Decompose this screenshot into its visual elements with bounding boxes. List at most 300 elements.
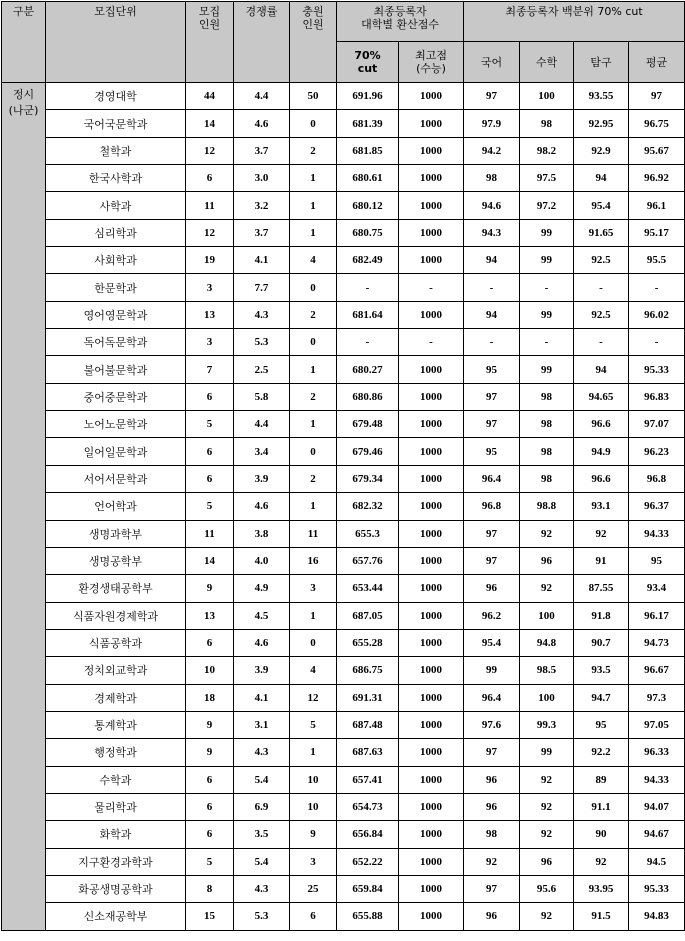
cell-quota: 44 <box>186 83 234 110</box>
cell-cut70: 657.41 <box>337 766 399 793</box>
cell-average: 95.33 <box>629 875 685 902</box>
cell-math: 92 <box>520 903 574 930</box>
cell-average: - <box>629 329 685 356</box>
cell-competition: 3.1 <box>234 711 290 738</box>
cell-inquiry: 92.5 <box>574 301 629 328</box>
cell-cut70: 680.75 <box>337 219 399 246</box>
cell-max: 1000 <box>399 684 464 711</box>
cell-unit: 통계학과 <box>46 711 186 738</box>
cell-inquiry: 94.7 <box>574 684 629 711</box>
cell-extra: 1 <box>290 192 337 219</box>
cell-quota: 9 <box>186 739 234 766</box>
cell-inquiry: 93.95 <box>574 875 629 902</box>
table-row <box>2 356 685 383</box>
header-korean: 국어 <box>464 42 520 83</box>
table-row <box>2 493 685 520</box>
cell-math: 99 <box>520 739 574 766</box>
cell-quota: 5 <box>186 411 234 438</box>
cell-korean: 99 <box>464 657 520 684</box>
cell-average: 94.73 <box>629 629 685 656</box>
cell-max: 1000 <box>399 766 464 793</box>
header-unit: 모집단위 <box>46 2 186 83</box>
table-row <box>2 247 685 274</box>
cell-extra: 1 <box>290 493 337 520</box>
cell-inquiry: 91.8 <box>574 602 629 629</box>
cell-cut70: 682.32 <box>337 493 399 520</box>
cell-quota: 5 <box>186 848 234 875</box>
cell-competition: 4.4 <box>234 411 290 438</box>
cell-max: 1000 <box>399 137 464 164</box>
cell-cut70: 655.3 <box>337 520 399 547</box>
cell-cut70: 655.88 <box>337 903 399 930</box>
cell-max: 1000 <box>399 821 464 848</box>
cell-max: 1000 <box>399 219 464 246</box>
cell-extra: 11 <box>290 520 337 547</box>
cell-competition: 6.9 <box>234 793 290 820</box>
cell-max: 1000 <box>399 110 464 137</box>
cell-extra: 4 <box>290 247 337 274</box>
cell-quota: 6 <box>186 383 234 410</box>
cell-math: 95.6 <box>520 875 574 902</box>
table-row <box>2 657 685 684</box>
cell-inquiry: - <box>574 274 629 301</box>
cell-inquiry: 90 <box>574 821 629 848</box>
cell-math: 100 <box>520 602 574 629</box>
cell-average: 96.1 <box>629 192 685 219</box>
cell-quota: 6 <box>186 438 234 465</box>
cell-average: 94.67 <box>629 821 685 848</box>
table-row <box>2 821 685 848</box>
cell-cut70: 657.76 <box>337 547 399 574</box>
table-row <box>2 711 685 738</box>
cell-quota: 6 <box>186 821 234 848</box>
cell-average: 96.37 <box>629 493 685 520</box>
cell-unit: 영어영문학과 <box>46 301 186 328</box>
cell-math: 98 <box>520 383 574 410</box>
cell-competition: 3.0 <box>234 165 290 192</box>
cell-max: 1000 <box>399 629 464 656</box>
cell-max: 1000 <box>399 247 464 274</box>
cell-unit: 수학과 <box>46 766 186 793</box>
cell-korean: 94.6 <box>464 192 520 219</box>
cell-math: 97.2 <box>520 192 574 219</box>
table-row <box>2 547 685 574</box>
cell-average: 95 <box>629 547 685 574</box>
cell-korean: 95.4 <box>464 629 520 656</box>
cell-inquiry: 95 <box>574 711 629 738</box>
cell-extra: 1 <box>290 739 337 766</box>
cell-unit: 경제학과 <box>46 684 186 711</box>
cell-max: 1000 <box>399 575 464 602</box>
cell-korean: 97 <box>464 547 520 574</box>
header-extra: 충원 인원 <box>290 2 337 83</box>
cell-math: 96 <box>520 547 574 574</box>
cell-cut70: - <box>337 274 399 301</box>
cell-korean: 96 <box>464 793 520 820</box>
group-label-sub: (나군) <box>8 104 39 117</box>
cell-unit: 지구환경과학과 <box>46 848 186 875</box>
cell-math: 100 <box>520 83 574 110</box>
cell-average: 96.92 <box>629 165 685 192</box>
cell-unit: 서어서문학과 <box>46 465 186 492</box>
cell-average: 93.4 <box>629 575 685 602</box>
cell-unit: 식품자원경제학과 <box>46 602 186 629</box>
cell-cut70: 679.48 <box>337 411 399 438</box>
table-row <box>2 192 685 219</box>
cell-math: 99 <box>520 247 574 274</box>
header-competition: 경쟁률 <box>234 2 290 83</box>
cell-inquiry: 89 <box>574 766 629 793</box>
cell-math: 96 <box>520 848 574 875</box>
cell-korean: 97 <box>464 875 520 902</box>
cell-unit: 생명과학부 <box>46 520 186 547</box>
cell-cut70: 687.05 <box>337 602 399 629</box>
header-quota: 모집 인원 <box>186 2 234 83</box>
cell-competition: 3.5 <box>234 821 290 848</box>
cell-competition: 4.3 <box>234 875 290 902</box>
table-row <box>2 575 685 602</box>
cell-average: 94.07 <box>629 793 685 820</box>
cell-extra: 25 <box>290 875 337 902</box>
cell-extra: 0 <box>290 274 337 301</box>
cell-math: 98.8 <box>520 493 574 520</box>
cell-extra: 3 <box>290 575 337 602</box>
table-row <box>2 219 685 246</box>
cell-competition: 3.4 <box>234 438 290 465</box>
cell-inquiry: 91.65 <box>574 219 629 246</box>
cell-unit: 철학과 <box>46 137 186 164</box>
cell-math: 98 <box>520 438 574 465</box>
cell-korean: 98 <box>464 821 520 848</box>
cell-inquiry: 91.5 <box>574 903 629 930</box>
cell-extra: 50 <box>290 83 337 110</box>
cell-average: 94.33 <box>629 520 685 547</box>
cell-competition: 3.2 <box>234 192 290 219</box>
cell-average: 97.05 <box>629 711 685 738</box>
group-label-cell <box>2 83 46 931</box>
cell-max: 1000 <box>399 301 464 328</box>
cell-competition: 5.4 <box>234 766 290 793</box>
cell-extra: 3 <box>290 848 337 875</box>
cell-max: 1000 <box>399 602 464 629</box>
cell-korean: 97 <box>464 520 520 547</box>
cell-quota: 6 <box>186 766 234 793</box>
cell-competition: 4.3 <box>234 739 290 766</box>
cell-unit: 정치외교학과 <box>46 657 186 684</box>
cell-inquiry: 91 <box>574 547 629 574</box>
cell-max: 1000 <box>399 739 464 766</box>
cell-average: 95.67 <box>629 137 685 164</box>
cell-max: 1000 <box>399 438 464 465</box>
cell-quota: 11 <box>186 520 234 547</box>
cell-extra: 0 <box>290 438 337 465</box>
header-percentile-group: 최종등록자 백분위 70% cut <box>464 2 685 42</box>
cell-competition: 4.6 <box>234 629 290 656</box>
cell-average: 97.07 <box>629 411 685 438</box>
cell-inquiry: 96.6 <box>574 411 629 438</box>
cell-cut70: 680.12 <box>337 192 399 219</box>
cell-max: 1000 <box>399 520 464 547</box>
cell-inquiry: 94.65 <box>574 383 629 410</box>
table-row <box>2 875 685 902</box>
cell-extra: 2 <box>290 137 337 164</box>
cell-inquiry: 92.95 <box>574 110 629 137</box>
cell-math: 92 <box>520 575 574 602</box>
cell-quota: 15 <box>186 903 234 930</box>
header-math: 수학 <box>520 42 574 83</box>
cell-max: 1000 <box>399 383 464 410</box>
cell-inquiry: 90.7 <box>574 629 629 656</box>
cell-inquiry: 93.1 <box>574 493 629 520</box>
cell-korean: 96 <box>464 903 520 930</box>
cell-korean: 95 <box>464 438 520 465</box>
cell-inquiry: 94 <box>574 165 629 192</box>
table-row <box>2 110 685 137</box>
cell-quota: 6 <box>186 629 234 656</box>
cell-quota: 14 <box>186 110 234 137</box>
table-row <box>2 766 685 793</box>
cell-math: 92 <box>520 821 574 848</box>
cell-quota: 8 <box>186 875 234 902</box>
table-row <box>2 903 685 930</box>
cell-math: 97.5 <box>520 165 574 192</box>
cell-unit: 경영대학 <box>46 83 186 110</box>
cell-max: - <box>399 329 464 356</box>
cell-competition: 2.5 <box>234 356 290 383</box>
cell-extra: 1 <box>290 219 337 246</box>
cell-cut70: 654.73 <box>337 793 399 820</box>
cell-max: 1000 <box>399 356 464 383</box>
table-row <box>2 520 685 547</box>
cell-unit: 독어독문학과 <box>46 329 186 356</box>
cell-math: 99 <box>520 356 574 383</box>
table-row <box>2 684 685 711</box>
cell-extra: 4 <box>290 657 337 684</box>
cell-max: 1000 <box>399 848 464 875</box>
cell-max: 1000 <box>399 83 464 110</box>
cell-cut70: 691.31 <box>337 684 399 711</box>
cell-competition: 3.7 <box>234 219 290 246</box>
cell-korean: 98 <box>464 165 520 192</box>
header-inquiry: 탐구 <box>574 42 629 83</box>
cell-korean: 96.4 <box>464 465 520 492</box>
header-max: 최고점 (수능) <box>399 42 464 83</box>
cell-competition: 3.9 <box>234 657 290 684</box>
cell-korean: - <box>464 274 520 301</box>
cell-korean: 97 <box>464 739 520 766</box>
header-score-group: 최종등록자 대학별 환산점수 <box>337 2 464 42</box>
cell-inquiry: - <box>574 329 629 356</box>
cell-inquiry: 95.4 <box>574 192 629 219</box>
cell-unit: 물리학과 <box>46 793 186 820</box>
cell-max: 1000 <box>399 793 464 820</box>
cell-unit: 화학과 <box>46 821 186 848</box>
table-row <box>2 301 685 328</box>
cell-average: 94.5 <box>629 848 685 875</box>
cell-inquiry: 94.9 <box>574 438 629 465</box>
cell-korean: 94 <box>464 247 520 274</box>
cell-korean: 92 <box>464 848 520 875</box>
cell-korean: 97 <box>464 83 520 110</box>
cell-quota: 11 <box>186 192 234 219</box>
cell-korean: 96.8 <box>464 493 520 520</box>
cell-unit: 한국사학과 <box>46 165 186 192</box>
cell-math: 98 <box>520 465 574 492</box>
cell-cut70: 656.84 <box>337 821 399 848</box>
table-row <box>2 602 685 629</box>
cell-quota: 6 <box>186 793 234 820</box>
cell-extra: 2 <box>290 383 337 410</box>
cell-cut70: 681.39 <box>337 110 399 137</box>
cell-cut70: 687.48 <box>337 711 399 738</box>
cell-korean: 97.6 <box>464 711 520 738</box>
cell-quota: 6 <box>186 165 234 192</box>
cell-quota: 14 <box>186 547 234 574</box>
cell-extra: 10 <box>290 766 337 793</box>
cell-math: 94.8 <box>520 629 574 656</box>
cell-korean: 96.4 <box>464 684 520 711</box>
cell-quota: 19 <box>186 247 234 274</box>
cell-quota: 6 <box>186 465 234 492</box>
cell-unit: 일어일문학과 <box>46 438 186 465</box>
cell-korean: 97.9 <box>464 110 520 137</box>
cell-max: 1000 <box>399 657 464 684</box>
cell-competition: 4.1 <box>234 684 290 711</box>
cell-math: 99 <box>520 219 574 246</box>
cell-inquiry: 92 <box>574 848 629 875</box>
cell-quota: 13 <box>186 602 234 629</box>
table-row <box>2 793 685 820</box>
cell-max: - <box>399 274 464 301</box>
cell-unit: 심리학과 <box>46 219 186 246</box>
cell-average: 95.33 <box>629 356 685 383</box>
cell-average: 96.8 <box>629 465 685 492</box>
header-average: 평균 <box>629 42 685 83</box>
cell-competition: 4.4 <box>234 83 290 110</box>
table-row <box>2 83 685 110</box>
cell-competition: 4.0 <box>234 547 290 574</box>
cell-average: 96.02 <box>629 301 685 328</box>
cell-cut70: 653.44 <box>337 575 399 602</box>
cell-cut70: 655.28 <box>337 629 399 656</box>
cell-max: 1000 <box>399 493 464 520</box>
cell-quota: 12 <box>186 137 234 164</box>
cell-competition: 4.6 <box>234 110 290 137</box>
cell-competition: 4.1 <box>234 247 290 274</box>
cell-competition: 5.4 <box>234 848 290 875</box>
cell-competition: 5.8 <box>234 383 290 410</box>
cell-average: 94.33 <box>629 766 685 793</box>
cell-average: 97.3 <box>629 684 685 711</box>
cell-average: 94.83 <box>629 903 685 930</box>
cell-unit: 노어노문학과 <box>46 411 186 438</box>
cell-inquiry: 93.55 <box>574 83 629 110</box>
cell-math: - <box>520 274 574 301</box>
cell-inquiry: 87.55 <box>574 575 629 602</box>
cell-math: 98.5 <box>520 657 574 684</box>
cell-competition: 5.3 <box>234 903 290 930</box>
cell-competition: 4.9 <box>234 575 290 602</box>
cell-competition: 7.7 <box>234 274 290 301</box>
cell-cut70: 681.85 <box>337 137 399 164</box>
cell-quota: 12 <box>186 219 234 246</box>
cell-extra: 1 <box>290 165 337 192</box>
cell-average: 96.17 <box>629 602 685 629</box>
cell-unit: 신소재공학부 <box>46 903 186 930</box>
cell-extra: 5 <box>290 711 337 738</box>
cell-unit: 행정학과 <box>46 739 186 766</box>
cell-math: 98 <box>520 411 574 438</box>
table-row <box>2 848 685 875</box>
cell-quota: 10 <box>186 657 234 684</box>
cell-math: 99.3 <box>520 711 574 738</box>
cell-max: 1000 <box>399 903 464 930</box>
cell-cut70: 679.46 <box>337 438 399 465</box>
cell-inquiry: 92.2 <box>574 739 629 766</box>
cell-cut70: 680.61 <box>337 165 399 192</box>
cell-extra: 16 <box>290 547 337 574</box>
cell-korean: 96 <box>464 575 520 602</box>
cell-cut70: - <box>337 329 399 356</box>
cell-max: 1000 <box>399 165 464 192</box>
table-row <box>2 329 685 356</box>
cell-extra: 10 <box>290 793 337 820</box>
cell-average: 95.17 <box>629 219 685 246</box>
cell-cut70: 686.75 <box>337 657 399 684</box>
cell-max: 1000 <box>399 465 464 492</box>
cell-inquiry: 91.1 <box>574 793 629 820</box>
cell-average: 95.5 <box>629 247 685 274</box>
cell-unit: 불어불문학과 <box>46 356 186 383</box>
cell-cut70: 681.64 <box>337 301 399 328</box>
table-row <box>2 438 685 465</box>
cell-cut70: 680.27 <box>337 356 399 383</box>
cell-competition: 3.9 <box>234 465 290 492</box>
cell-inquiry: 94 <box>574 356 629 383</box>
cell-average: - <box>629 274 685 301</box>
cell-competition: 4.6 <box>234 493 290 520</box>
header-cut70: 70% cut <box>337 42 399 83</box>
cell-cut70: 679.34 <box>337 465 399 492</box>
cell-unit: 사학과 <box>46 192 186 219</box>
cell-unit: 환경생태공학부 <box>46 575 186 602</box>
cell-competition: 5.3 <box>234 329 290 356</box>
cell-max: 1000 <box>399 547 464 574</box>
cell-cut70: 691.96 <box>337 83 399 110</box>
cell-korean: - <box>464 329 520 356</box>
cell-max: 1000 <box>399 192 464 219</box>
cell-cut70: 680.86 <box>337 383 399 410</box>
header-group: 구분 <box>2 2 46 83</box>
cell-korean: 97 <box>464 383 520 410</box>
cell-korean: 95 <box>464 356 520 383</box>
cell-inquiry: 92 <box>574 520 629 547</box>
cell-extra: 0 <box>290 329 337 356</box>
cell-quota: 3 <box>186 274 234 301</box>
cell-max: 1000 <box>399 875 464 902</box>
cell-math: 98.2 <box>520 137 574 164</box>
cell-quota: 9 <box>186 711 234 738</box>
cell-math: 100 <box>520 684 574 711</box>
cell-max: 1000 <box>399 711 464 738</box>
cell-extra: 1 <box>290 411 337 438</box>
cell-math: 92 <box>520 520 574 547</box>
cell-extra: 1 <box>290 602 337 629</box>
cell-competition: 3.8 <box>234 520 290 547</box>
cell-quota: 9 <box>186 575 234 602</box>
table-row <box>2 411 685 438</box>
cell-math: 92 <box>520 793 574 820</box>
